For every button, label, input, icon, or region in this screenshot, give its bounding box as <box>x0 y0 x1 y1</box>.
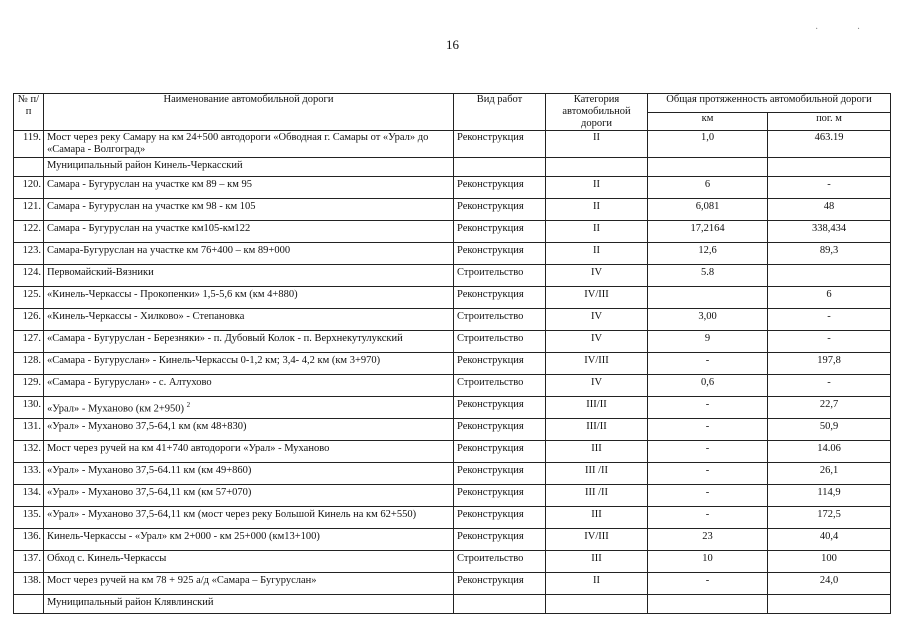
cell-work: Реконструкция <box>454 573 546 595</box>
cell-pog-m: 89,3 <box>768 243 891 265</box>
cell-category: IV <box>546 309 648 331</box>
cell-name: «Урал» - Муханово 37,5-64,11 км (км 57+070) <box>44 485 454 507</box>
cell-km: - <box>648 463 768 485</box>
cell-km: 12,6 <box>648 243 768 265</box>
cell-km: 10 <box>648 551 768 573</box>
cell-num: 136. <box>14 529 44 551</box>
cell-name: «Самара - Бугуруслан - Березняки» - п. Дубовый Колок - п. Верхнекутулукский <box>44 331 454 353</box>
cell-category: III <box>546 507 648 529</box>
cell-num: 138. <box>14 573 44 595</box>
cell-num: 124. <box>14 265 44 287</box>
cell-pog-m: 40,4 <box>768 529 891 551</box>
table-body <box>14 131 891 614</box>
cell-work <box>454 158 546 177</box>
page-number: 16 <box>446 37 459 52</box>
header-pog-m: пог. м <box>768 112 891 131</box>
cell-num <box>14 158 44 177</box>
cell-work <box>454 595 546 614</box>
cell-category: III /II <box>546 485 648 507</box>
cell-name <box>44 397 454 419</box>
cell-num: 132. <box>14 441 44 463</box>
cell-category: IV/III <box>546 529 648 551</box>
cell-category: II <box>546 199 648 221</box>
cell-pog-m: 100 <box>768 551 891 573</box>
cell-category: IV/III <box>546 287 648 309</box>
cell-work: Строительство <box>454 331 546 353</box>
cell-category: III/II <box>546 397 648 419</box>
cell-km: 5.8 <box>648 265 768 287</box>
roads-table <box>13 93 891 614</box>
cell-pog-m: 172,5 <box>768 507 891 529</box>
cell-km: - <box>648 485 768 507</box>
cell-km: 6 <box>648 177 768 199</box>
cell-category: IV <box>546 375 648 397</box>
cell-pog-m: 22,7 <box>768 397 891 419</box>
table-row <box>14 529 891 551</box>
cell-km: 23 <box>648 529 768 551</box>
cell-category: II <box>546 243 648 265</box>
cell-work: Реконструкция <box>454 529 546 551</box>
cell-pog-m <box>768 265 891 287</box>
table-row <box>14 419 891 441</box>
cell-pog-m: - <box>768 309 891 331</box>
margin-mark: · · <box>815 24 879 35</box>
cell-km: 9 <box>648 331 768 353</box>
cell-km: - <box>648 397 768 419</box>
table-row <box>14 265 891 287</box>
cell-category <box>546 595 648 614</box>
cell-category: III /II <box>546 463 648 485</box>
header-num: № п/п <box>14 94 44 131</box>
cell-name: Самара - Бугуруслан на участке км 98 - км 105 <box>44 199 454 221</box>
cell-work: Реконструкция <box>454 397 546 419</box>
cell-category: II <box>546 131 648 158</box>
header-category: Категория автомобильной дороги <box>546 94 648 131</box>
cell-name: «Урал» - Муханово 37,5-64,1 км (км 48+830) <box>44 419 454 441</box>
cell-work: Строительство <box>454 375 546 397</box>
header-km: км <box>648 112 768 131</box>
cell-name: Самара-Бугуруслан на участке км 76+400 – км 89+000 <box>44 243 454 265</box>
cell-pog-m <box>768 595 891 614</box>
cell-km <box>648 287 768 309</box>
table-row <box>14 463 891 485</box>
cell-pog-m: 50,9 <box>768 419 891 441</box>
cell-num: 135. <box>14 507 44 529</box>
cell-category: III <box>546 441 648 463</box>
cell-km: 17,2164 <box>648 221 768 243</box>
cell-name-text: «Урал» - Муханово (км 2+950) <box>47 403 185 415</box>
cell-name: Самара - Бугуруслан на участке км105-км122 <box>44 221 454 243</box>
cell-name: «Самара - Бугуруслан» - с. Алтухово <box>44 375 454 397</box>
cell-num: 122. <box>14 221 44 243</box>
cell-num: 134. <box>14 485 44 507</box>
cell-num: 131. <box>14 419 44 441</box>
table-row <box>14 309 891 331</box>
cell-km: 0,6 <box>648 375 768 397</box>
cell-pog-m: 463.19 <box>768 131 891 158</box>
cell-num: 120. <box>14 177 44 199</box>
cell-category <box>546 158 648 177</box>
cell-category: III <box>546 551 648 573</box>
table-row <box>14 551 891 573</box>
cell-km: 1,0 <box>648 131 768 158</box>
cell-name: Самара - Бугуруслан на участке км 89 – км 95 <box>44 177 454 199</box>
table-row <box>14 221 891 243</box>
cell-work: Строительство <box>454 551 546 573</box>
cell-pog-m: - <box>768 331 891 353</box>
cell-name: Обход с. Кинель-Черкассы <box>44 551 454 573</box>
cell-category: II <box>546 177 648 199</box>
cell-work: Реконструкция <box>454 485 546 507</box>
cell-num: 121. <box>14 199 44 221</box>
table-row <box>14 353 891 375</box>
group-title: Муниципальный район Кинель-Черкасский <box>44 158 454 177</box>
cell-km: 3,00 <box>648 309 768 331</box>
cell-pog-m: 48 <box>768 199 891 221</box>
cell-pog-m: - <box>768 375 891 397</box>
table-header <box>14 94 891 131</box>
cell-name: Мост через реку Самару на км 24+500 автодороги «Обводная г. Самары от «Урал» до «Самара - Волгоград» <box>44 131 454 158</box>
cell-num <box>14 595 44 614</box>
cell-pog-m: 114,9 <box>768 485 891 507</box>
cell-num: 126. <box>14 309 44 331</box>
cell-pog-m: - <box>768 177 891 199</box>
cell-num: 130. <box>14 397 44 419</box>
cell-num: 129. <box>14 375 44 397</box>
cell-pog-m: 24,0 <box>768 573 891 595</box>
cell-num: 123. <box>14 243 44 265</box>
cell-category: II <box>546 221 648 243</box>
cell-num: 127. <box>14 331 44 353</box>
cell-work: Реконструкция <box>454 419 546 441</box>
cell-pog-m: 6 <box>768 287 891 309</box>
cell-category: IV <box>546 331 648 353</box>
group-row <box>14 595 891 614</box>
cell-name: «Кинель-Черкассы - Хилково» - Степановка <box>44 309 454 331</box>
cell-num: 137. <box>14 551 44 573</box>
cell-pog-m <box>768 158 891 177</box>
cell-work: Строительство <box>454 309 546 331</box>
cell-num: 119. <box>14 131 44 158</box>
cell-work: Реконструкция <box>454 507 546 529</box>
cell-category: IV <box>546 265 648 287</box>
cell-km: 6,081 <box>648 199 768 221</box>
cell-num: 133. <box>14 463 44 485</box>
cell-pog-m: 197,8 <box>768 353 891 375</box>
cell-category: IV/III <box>546 353 648 375</box>
cell-work: Реконструкция <box>454 131 546 158</box>
cell-pog-m: 338,434 <box>768 221 891 243</box>
cell-num: 125. <box>14 287 44 309</box>
header-work-type: Вид работ <box>454 94 546 131</box>
cell-work: Реконструкция <box>454 199 546 221</box>
cell-name: «Урал» - Муханово 37,5-64,11 км (мост через реку Большой Кинель на км 62+550) <box>44 507 454 529</box>
cell-work: Реконструкция <box>454 353 546 375</box>
cell-work: Реконструкция <box>454 463 546 485</box>
cell-km: - <box>648 353 768 375</box>
table-row <box>14 485 891 507</box>
cell-work: Реконструкция <box>454 243 546 265</box>
cell-km: - <box>648 507 768 529</box>
table-row <box>14 397 891 419</box>
header-total-length: Общая протяженность автомобильной дороги <box>648 94 891 113</box>
cell-num: 128. <box>14 353 44 375</box>
cell-name: Первомайский-Вязники <box>44 265 454 287</box>
table-row <box>14 287 891 309</box>
table-row <box>14 507 891 529</box>
cell-pog-m: 14.06 <box>768 441 891 463</box>
cell-name: «Кинель-Черкассы - Прокопенки» 1,5-5,6 км (км 4+880) <box>44 287 454 309</box>
cell-km: - <box>648 573 768 595</box>
cell-name: «Самара - Бугуруслан» - Кинель-Черкассы 0-1,2 км; 3,4- 4,2 км (км 3+970) <box>44 353 454 375</box>
cell-pog-m: 26,1 <box>768 463 891 485</box>
table-row <box>14 331 891 353</box>
group-row <box>14 158 891 177</box>
table-row <box>14 375 891 397</box>
cell-km: - <box>648 419 768 441</box>
table-row <box>14 573 891 595</box>
cell-name: Кинель-Черкассы - «Урал» км 2+000 - км 25+000 (км13+100) <box>44 529 454 551</box>
cell-km: - <box>648 441 768 463</box>
cell-name: «Урал» - Муханово 37,5-64.11 км (км 49+860) <box>44 463 454 485</box>
cell-work: Реконструкция <box>454 287 546 309</box>
cell-name: Мост через ручей на км 41+740 автодороги «Урал» - Муханово <box>44 441 454 463</box>
cell-work: Реконструкция <box>454 177 546 199</box>
cell-work: Реконструкция <box>454 221 546 243</box>
header-name: Наименование автомобильной дороги <box>44 94 454 131</box>
table-row <box>14 199 891 221</box>
table-row <box>14 441 891 463</box>
table-row <box>14 177 891 199</box>
cell-category: II <box>546 573 648 595</box>
table-row <box>14 131 891 158</box>
cell-work: Строительство <box>454 265 546 287</box>
cell-name: Мост через ручей на км 78 + 925 а/д «Самара – Бугуруслан» <box>44 573 454 595</box>
table-row <box>14 243 891 265</box>
cell-work: Реконструкция <box>454 441 546 463</box>
footnote-marker: 2 <box>186 401 191 409</box>
group-title: Муниципальный район Клявлинский <box>44 595 454 614</box>
cell-category: III/II <box>546 419 648 441</box>
cell-km <box>648 158 768 177</box>
cell-km <box>648 595 768 614</box>
